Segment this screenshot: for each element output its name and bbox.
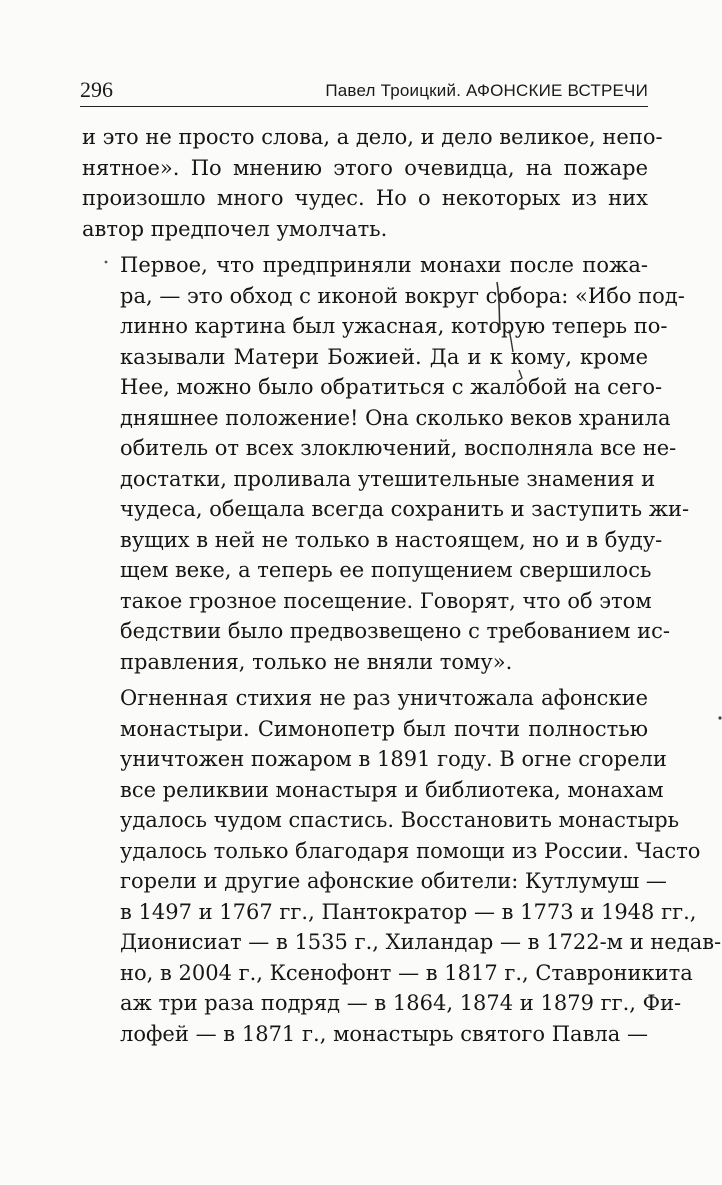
ink-speck [718,716,721,719]
text-line: Первое, что предприняли монахи после пожа- [120,253,648,277]
text-line: чудеса, обещала всегда сохранить и заступить жи- [120,497,690,521]
paragraph-3 [82,683,722,1049]
text-line: казывали Матери Божией. Да и к кому, кроме [120,344,648,369]
text-line: все реликвии монастыря и библиотека, монахам [120,777,664,802]
page-header [80,72,648,107]
text-line: линно картина был ужасная, которую теперь по- [120,314,668,338]
text-line: автор предпочел умолчать. [82,216,388,241]
text-line: монастыри. Симонопетр был почти полностью [120,716,648,741]
text-line: достатки, проливала утешительные знамения и [120,466,656,491]
text-line: бедствии было предвозвещено с требованием ис- [120,619,670,643]
text-line: Нее, можно было обратиться с жалобой на сего- [120,375,663,399]
body-text [82,122,722,1049]
paragraph-2 [82,250,690,677]
text-line: щем веке, а теперь ее попущением свершилось [120,558,652,582]
text-line: горели и другие афонские обители: Кутлумуш — [120,869,667,893]
text-line: правления, только не вняли тому». [120,649,513,674]
text-line: но, в 2004 г., Ксенофонт — в 1817 г., Ставроникита [120,960,693,985]
running-title: Павел Троицкий. АФОНСКИЕ ВСТРЕЧИ [325,81,648,100]
text-line: в 1497 и 1767 гг., Пантократор — в 1773 и 1948 гг., [120,899,697,924]
text-line: уничтожен пожаром в 1891 году. В огне сгорели [120,747,667,771]
text-line: нятное». По мнению этого очевидца, на пожаре [82,155,648,180]
text-line: и это не просто слова, а дело, и дело великое, непо- [82,125,663,149]
paragraph-1 [82,122,663,244]
text-line: дняшнее положение! Она сколько веков хранила [120,405,671,430]
page-number: 296 [80,77,113,102]
text-line: ра, — это обход с иконой вокруг собора: «Ибо под- [120,283,685,308]
text-line: Дионисиат — в 1535 г., Хиландар — в 1722-м и недав- [120,930,722,954]
text-line: вущих в ней не только в настоящем, но и в буду- [120,527,663,552]
text-line: удалось только благодаря помощи из России. Часто [120,838,701,863]
text-line: Огненная стихия не раз уничтожала афонские [120,686,648,710]
text-line: аж три раза подряд — в 1864, 1874 и 1879 гг., Фи- [120,991,682,1015]
text-line: такое грозное посещение. Говорят, что об этом [120,588,652,613]
text-line: лофей — в 1871 г., монастырь святого Павла — [120,1021,648,1046]
text-line: удалось чудом спастись. Восстановить монастырь [120,808,680,832]
text-line: обитель от всех злоключений, восполняла все не- [120,436,677,460]
text-line: произошло много чудес. Но о некоторых из них [82,186,648,210]
